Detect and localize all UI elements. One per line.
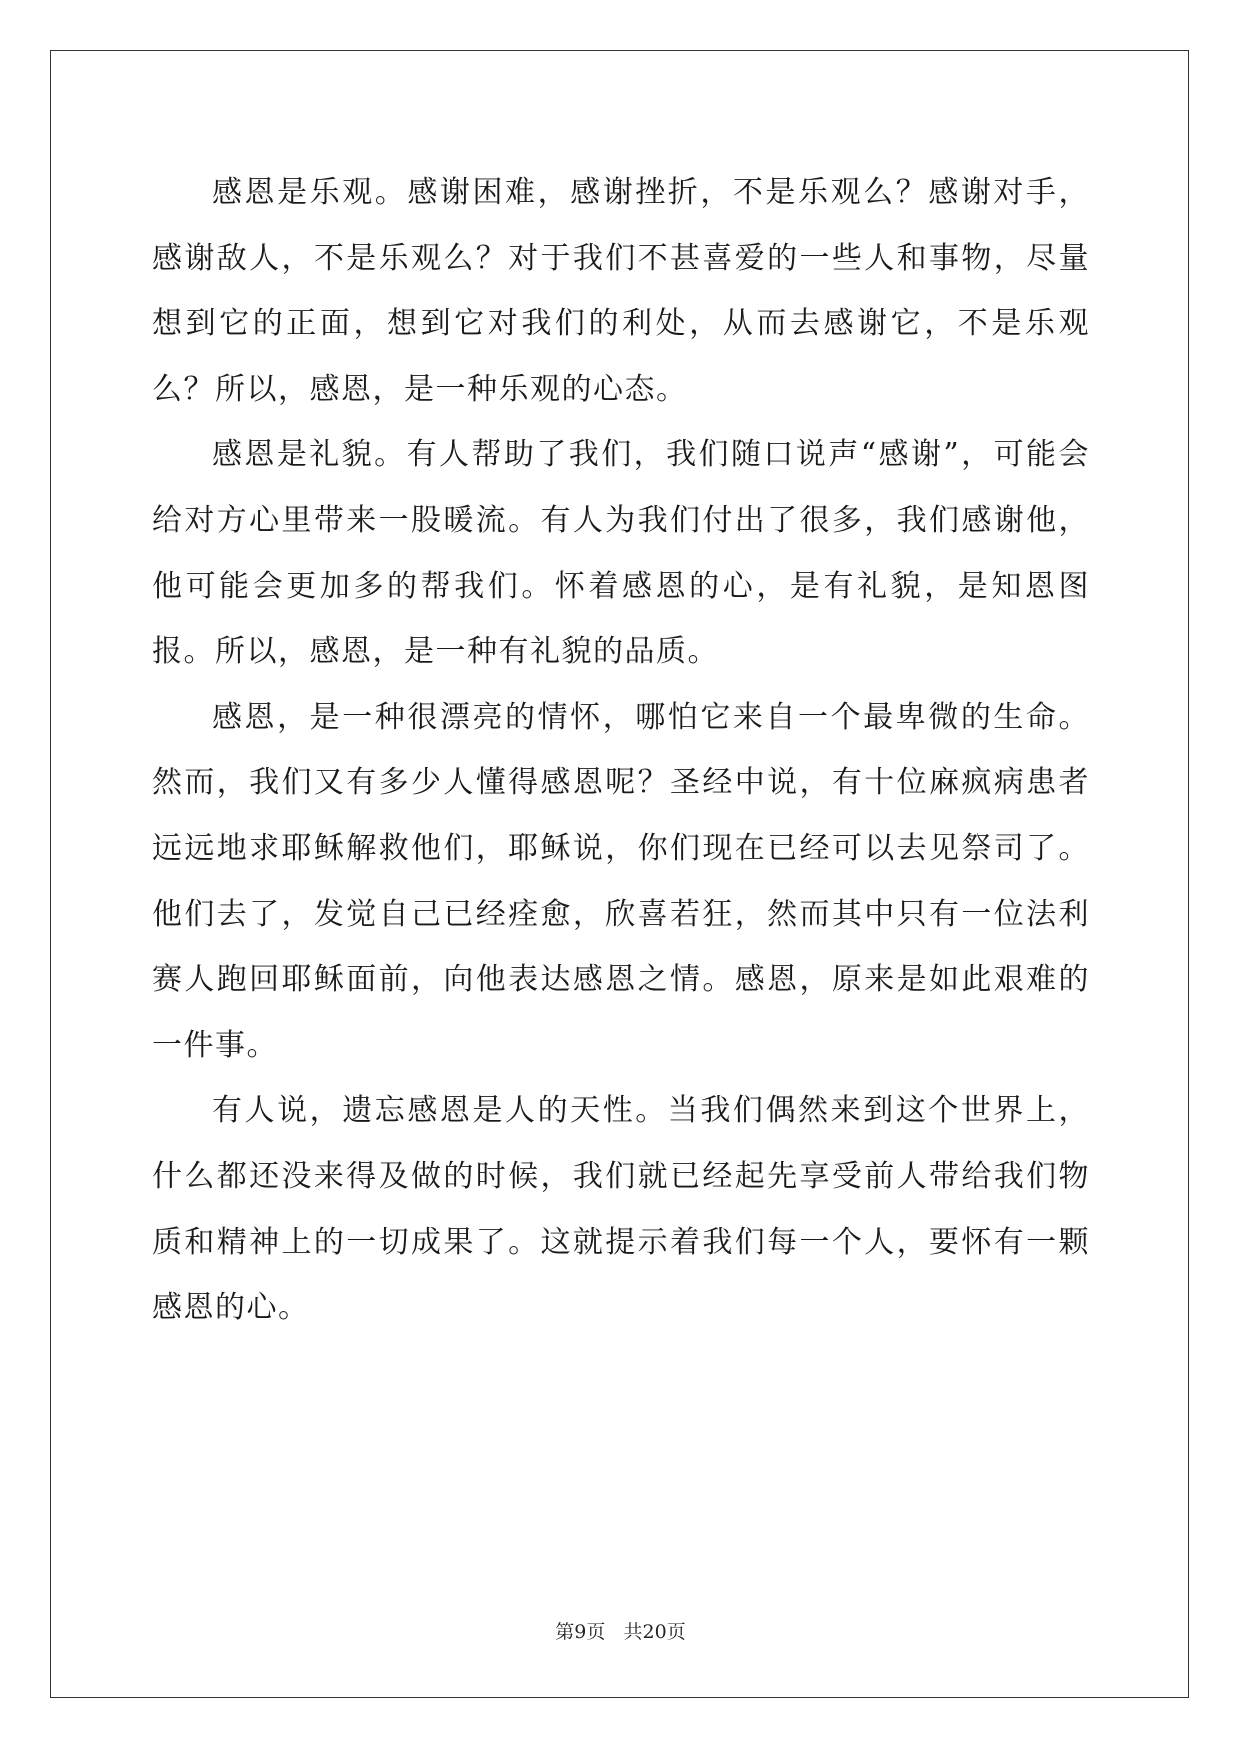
paragraph-1: 感恩是乐观。感谢困难，感谢挫折，不是乐观么？感谢对手，感谢敌人，不是乐观么？对于我们不甚喜爱的一些人和事物，尽量想到它的正面，想到它对我们的利处，从而去感谢它，不是乐观么？所以，感恩，是一种乐观的心态。 (152, 175, 1090, 407)
page-total: 共20页 (623, 1621, 686, 1643)
paragraph-4: 有人说，遗忘感恩是人的天性。当我们偶然来到这个世界上，什么都还没来得及做的时候，我们就已经起先享受前人带给我们物质和精神上的一切成果了。这就提示着我们每一个人，要怀有一颗感恩的心。 (152, 1093, 1090, 1326)
page-number: 第9页 (555, 1621, 606, 1643)
paragraph-2: 感恩是礼貌。有人帮助了我们，我们随口说声“感谢”，可能会给对方心里带来一股暖流。有人为我们付出了很多，我们感谢他，他可能会更加多的帮我们。怀着感恩的心，是有礼貌，是知恩图报。所以，感恩，是一种有礼貌的品质。 (152, 437, 1090, 670)
document-body (152, 160, 1090, 1341)
paragraph-3: 感恩，是一种很漂亮的情怀，哪怕它来自一个最卑微的生命。然而，我们又有多少人懂得感恩呢？圣经中说，有十位麻疯病患者远远地求耶稣解救他们，耶稣说，你们现在已经可以去见祭司了。他们去了，发觉自己已经痊愈，欣喜若狂，然而其中只有一位法利赛人跑回耶稣面前，向他表达感恩之情。感恩，原来是如此艰难的一件事。 (152, 699, 1090, 1063)
page-footer (0, 1617, 1241, 1644)
